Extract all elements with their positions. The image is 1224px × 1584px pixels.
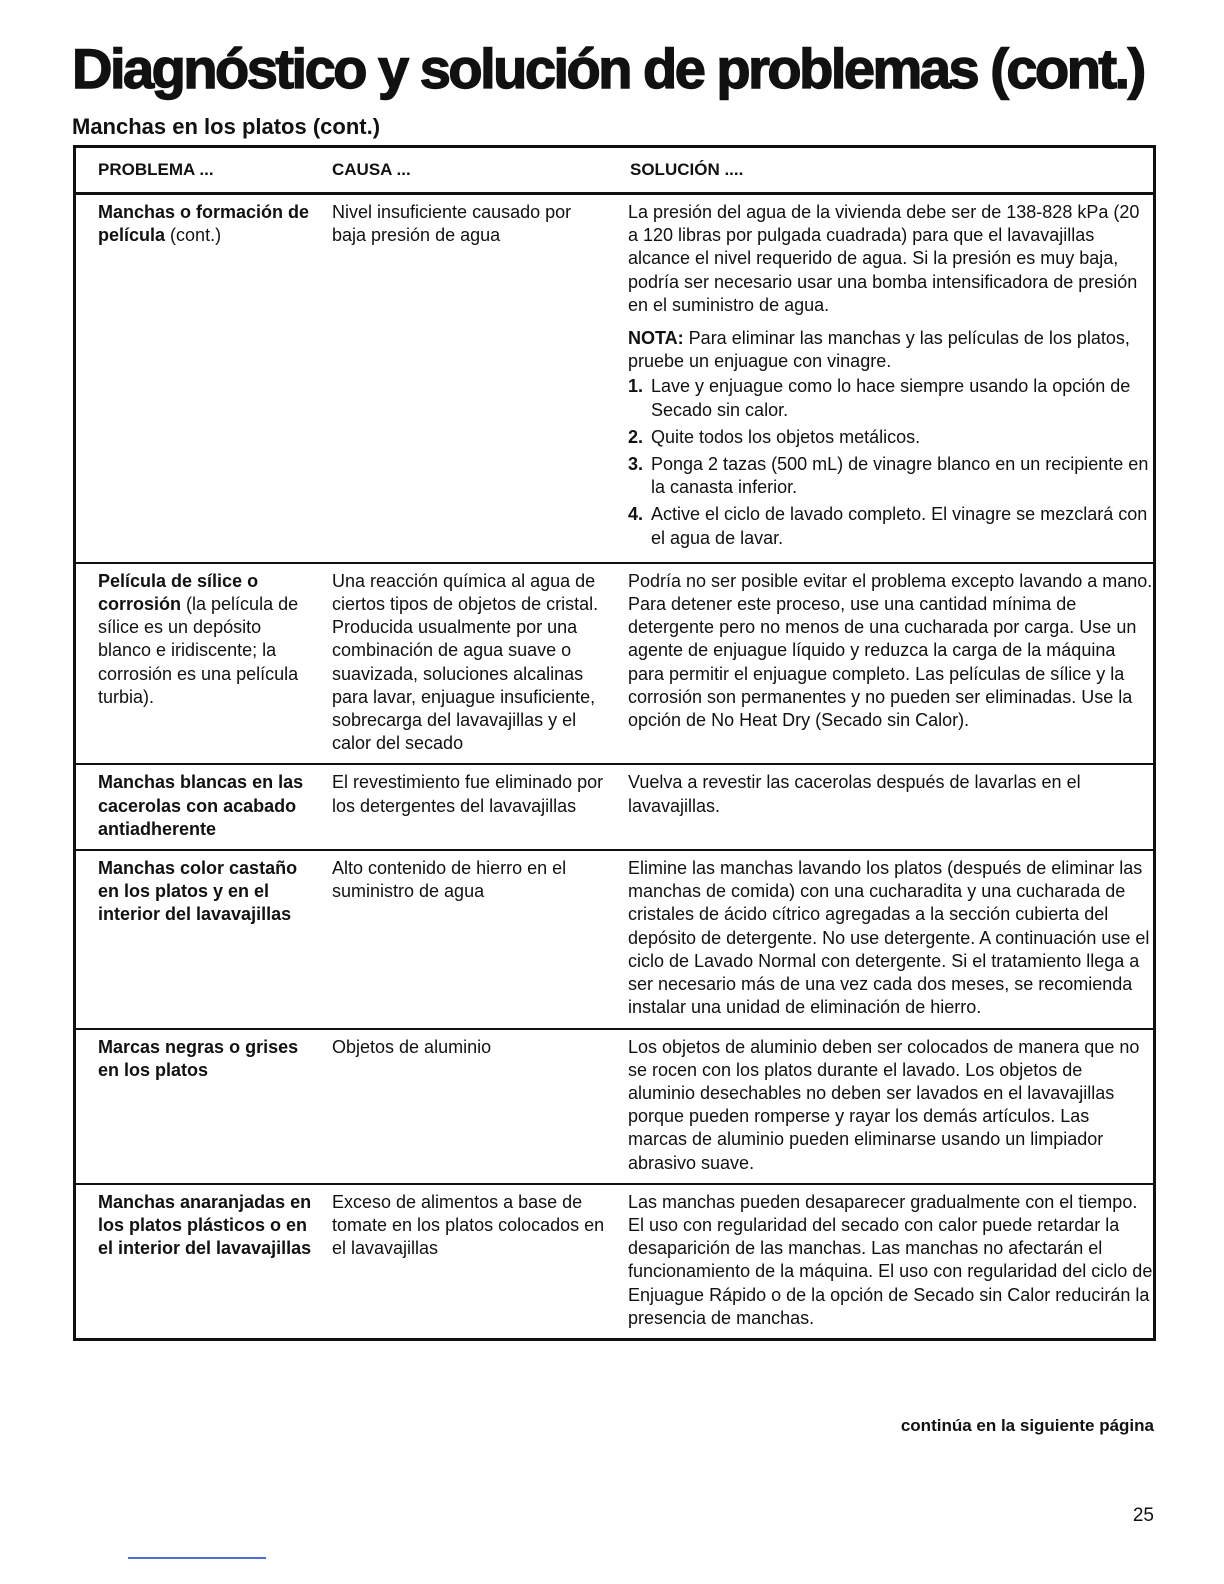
- problem-cell: Manchas color castaño en los platos y en el interior del lavavajillas: [98, 858, 298, 925]
- table-row: [76, 195, 1153, 564]
- cause-cell: Nivel insuficiente causado por baja presión de agua: [332, 202, 572, 246]
- section-subtitle: Manchas en los platos (cont.): [72, 114, 381, 139]
- column-header-problem: PROBLEMA ...: [98, 160, 214, 179]
- problem-cell: Manchas blancas en las cacerolas con acabado antiadherente: [98, 772, 304, 839]
- table-row: [76, 1185, 1153, 1338]
- solution-cell: Los objetos de aluminio deben ser colocados de manera que no se rocen con los platos durante el lavado. Los objetos de aluminio desechables no deben ser lavados en el lavavajillas porque pueden romperse y rayar los demás artículos. Las marcas de aluminio pueden eliminarse usando un limpiador abrasivo suave.: [628, 1036, 1140, 1173]
- continued-note: continúa en la siguiente página: [900, 1416, 1154, 1435]
- step-item: [628, 453, 1153, 499]
- step-number: 4.: [628, 504, 644, 525]
- problem-cell: [76, 570, 312, 756]
- step-item: [628, 503, 1153, 549]
- note-text: Para eliminar las manchas y las películas de los platos, pruebe un enjuague con vinagre.: [628, 328, 1130, 372]
- cause-cell: Exceso de alimentos a base de tomate en los platos colocados en el lavavajillas: [332, 1191, 605, 1259]
- note-paragraph: [628, 327, 1153, 373]
- cause-cell: El revestimiento fue eliminado por los detergentes del lavavajillas: [332, 772, 604, 816]
- table-row: [76, 765, 1153, 851]
- problem-cell: Marcas negras o grises en los platos: [98, 1036, 299, 1080]
- solution-text: La presión del agua de la vivienda debe ser de 138-828 kPa (20 a 120 libras por pulgada cuadrada) para que el lavavajillas alcance el nivel requerido de agua. Si la presión es muy baja, podría ser necesario usar una bomba intensificadora de presión en el suministro de agua.: [628, 202, 1140, 315]
- note-label: NOTA:: [628, 328, 684, 349]
- troubleshooting-table: [73, 145, 1156, 1341]
- solution-cell: Las manchas pueden desaparecer gradualmente con el tiempo. El uso con regularidad del secado con calor puede retardar la desaparición de las manchas. Las manchas no afectarán el funcionamiento de la máquina. El uso con regularidad del ciclo de Enjuague Rápido o de la opción de Secado sin Calor reducirán la presencia de manchas.: [628, 1191, 1153, 1328]
- problem-note: (cont.): [170, 225, 222, 246]
- problem-note: (la película de sílice es un depósito blanco e iridiscente; la corrosión es una película turbia).: [98, 594, 299, 707]
- cause-cell: Alto contenido de hierro en el suministro de agua: [332, 858, 567, 902]
- step-number: 3.: [628, 454, 644, 475]
- step-text: Lave y enjuague como lo hace siempre usando la opción de Secado sin calor.: [651, 376, 1131, 420]
- problem-cell: Manchas anaranjadas en los platos plásticos o en el interior del lavavajillas: [98, 1191, 312, 1259]
- step-number: 2.: [628, 426, 644, 447]
- cause-cell: Una reacción química al agua de ciertos tipos de objetos de cristal. Producida usualmente por una combinación de agua suave o suavizada, soluciones alcalinas para lavar, enjuague insuficiente, sobrecarga del lavavajillas y el calor del secado: [332, 570, 599, 754]
- step-text: Active el ciclo de lavado completo. El vinagre se mezclará con el agua de lavar.: [651, 504, 1148, 548]
- solution-cell: Podría no ser posible evitar el problema excepto lavando a mano. Para detener este proceso, use una cantidad mínima de detergente pero no menos de una cucharada por carga. Use un agente de enjuague líquido y reduzca la carga de la máquina para permitir el enjuague completo. Las películas de sílice y la corrosión son permanentes y no pueden ser eliminadas. Use la opción de No Heat Dry (Secado sin Calor).: [628, 570, 1153, 731]
- column-header-cause: CAUSA ...: [332, 160, 411, 179]
- problem-cell: [76, 201, 312, 554]
- step-item: [628, 375, 1153, 421]
- table-header: [76, 148, 1153, 195]
- page-title: Diagnóstico y solución de problemas (cont.): [72, 37, 1144, 100]
- table-row: [76, 851, 1153, 1029]
- cause-cell: Objetos de aluminio: [332, 1036, 492, 1057]
- problem-text: Manchas o formación de película: [98, 202, 310, 246]
- solution-cell: Elimine las manchas lavando los platos (después de eliminar las manchas de comida) con una cucharadita y una cucharada de cristales de ácido cítrico agregadas a la sección cubierta del depósito de detergente. No use detergente. A continuación use el ciclo de Lavado Normal con detergente. Si el tratamiento llega a ser necesario más de una vez cada dos meses, se recomienda instalar una unidad de eliminación de hierro.: [628, 858, 1150, 1018]
- solution-cell: [608, 201, 1153, 554]
- table-row: [76, 564, 1153, 766]
- column-header-solution: SOLUCIÓN ....: [630, 160, 744, 179]
- step-text: Quite todos los objetos metálicos.: [651, 426, 921, 447]
- problem-text: Película de sílice o corrosión: [98, 570, 259, 615]
- step-number: 1.: [628, 376, 644, 397]
- table-row: [76, 1030, 1153, 1185]
- page-number: 25: [1132, 1505, 1154, 1526]
- solution-cell: Vuelva a revestir las cacerolas después de lavarlas en el lavavajillas.: [628, 772, 1081, 816]
- footer-divider: [128, 1557, 266, 1559]
- step-item: [628, 426, 1153, 449]
- step-text: Ponga 2 tazas (500 mL) de vinagre blanco en un recipiente en la canasta inferior.: [651, 454, 1149, 498]
